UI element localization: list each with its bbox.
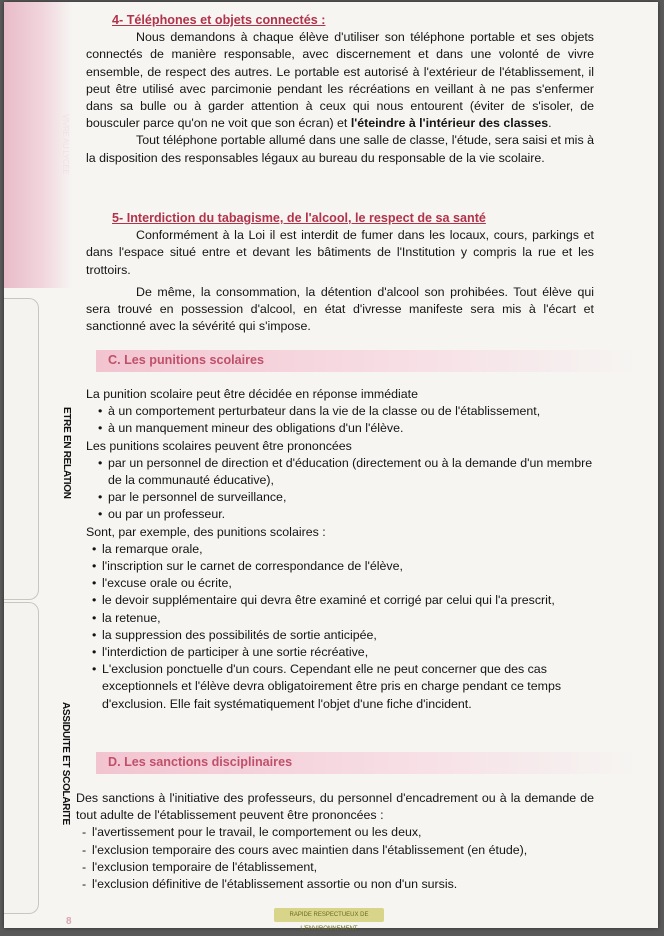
sidebar-label-relation: ETRE EN RELATION: [61, 407, 72, 499]
document-page: [4, 2, 658, 932]
sidebar-faint-label: VIVRE AU LYCEE: [61, 114, 70, 175]
list-intro: Les punitions scolaires peuvent être prononcées: [86, 438, 352, 453]
list-item: • par le personnel de surveillance,: [86, 489, 594, 506]
section-heading-band: [96, 350, 636, 372]
list-item: • la remarque orale,: [86, 541, 594, 558]
list-item: • la suppression des possibilités de sortie anticipée,: [86, 627, 594, 644]
list-intro: Sont, par exemple, des punitions scolaires :: [86, 524, 326, 539]
paragraph-end: .: [548, 116, 552, 131]
section-title: C. Les punitions scolaires: [108, 353, 265, 367]
list-item: • l'excuse orale ou écrite,: [86, 575, 594, 592]
section-tabagisme: [86, 210, 594, 335]
list-item: • à un comportement perturbateur dans la vie de la classe ou de l'établissement,: [86, 403, 594, 420]
list-item: - l'avertissement pour le travail, le comportement ou les deux,: [80, 824, 594, 841]
section-sanctions: [76, 790, 594, 893]
section-heading-band: [96, 752, 636, 774]
list-item: - l'exclusion définitive de l'établissement assortie ou non d'un sursis.: [80, 876, 594, 893]
list-item: • l'interdiction de participer à une sortie récréative,: [86, 644, 594, 661]
paragraph: Conformément à la Loi il est interdit de fumer dans les locaux, cours, parkings et dans l'espace situé entre et devant les bâtiments de l'Institution y compris la rue et les trottoirs.: [86, 228, 594, 277]
list-item: • l'inscription sur le carnet de correspondance de l'élève,: [86, 558, 594, 575]
sidebar-label-assiduite: ASSIDUITE ET SCOLARITE: [60, 702, 71, 825]
list-item: • la retenue,: [86, 610, 594, 627]
list-item: - l'exclusion temporaire des cours avec maintien dans l'établissement (en étude),: [80, 842, 594, 859]
section-title: 4- Téléphones et objets connectés :: [112, 13, 326, 27]
section-punitions: [86, 386, 594, 713]
bullet-list: [86, 541, 594, 713]
paragraph-bold: l'éteindre à l'intérieur des classes: [350, 116, 549, 131]
section-title: D. Les sanctions disciplinaires: [108, 755, 293, 769]
bullet-list: [86, 403, 594, 437]
list-item: • le devoir supplémentaire qui devra être examiné et corrigé par celui qui l'a prescrit,: [86, 592, 594, 609]
sidebar-tab-assiduite: [4, 602, 39, 914]
list-item: • L'exclusion ponctuelle d'un cours. Cependant elle ne peut concerner que des cas exceptionnels et l'élève devra obligatoirement être pris en charge pendant ce temps d'exclusion. Elle fait systématiquement l'objet d'une fiche d'incident.: [86, 661, 594, 713]
list-item: - l'exclusion temporaire de l'établissement,: [80, 859, 594, 876]
section-title: 5- Interdiction du tabagisme, de l'alcool, le respect de sa santé: [112, 211, 486, 225]
bullet-list: [86, 455, 594, 524]
section-telephones: [86, 12, 594, 167]
paragraph: [86, 29, 594, 132]
paragraph: De même, la consommation, la détention d'alcool son prohibées. Tout élève qui sera trouvé en possession d'alcool, en état d'ivresse manifeste sera mis à l'écart et sanctionné avec la sévérité qui s'impose.: [86, 284, 594, 334]
footer-stamp: RAPIDE RESPECTUEUX DE L'ENVIRONNEMENT: [274, 908, 384, 922]
dash-list: [80, 824, 594, 893]
paragraph: Tout téléphone portable allumé dans une salle de classe, l'étude, sera saisi et mis à la disposition des responsables légaux au bureau du responsable de la vie scolaire.: [86, 133, 594, 165]
list-item: • par un personnel de direction et d'éducation (directement ou à la demande d'un membre de la communauté éducative),: [86, 455, 594, 489]
list-intro: La punition scolaire peut être décidée en réponse immédiate: [86, 387, 419, 401]
paragraph-text: Nous demandons à chaque élève d'utiliser son téléphone portable et ses objets connectés de manière responsable, avec discernement et dans une volonté de vivre ensemble, de respect des autres. Le portable est autorisé à l'extérieur de l'établissement, il peut être utilisé avec parcimonie pendant les récréations en veillant à ne pas s'enfermer dans sa bulle ou à garder attention à ceux qui nous entourent (éviter de s'isoler, de bousculer parce qu'on ne voit que son écran) et: [86, 30, 594, 131]
list-item: • ou par un professeur.: [86, 506, 594, 523]
page-number: 8: [66, 916, 72, 927]
paragraph: Des sanctions à l'initiative des professeurs, du personnel d'encadrement ou à la demande de tout adulte de l'établissement peuvent être prononcées :: [76, 791, 594, 823]
list-item: • à un manquement mineur des obligations d'un l'élève.: [86, 420, 594, 437]
sidebar-tab-relation: [4, 298, 39, 600]
